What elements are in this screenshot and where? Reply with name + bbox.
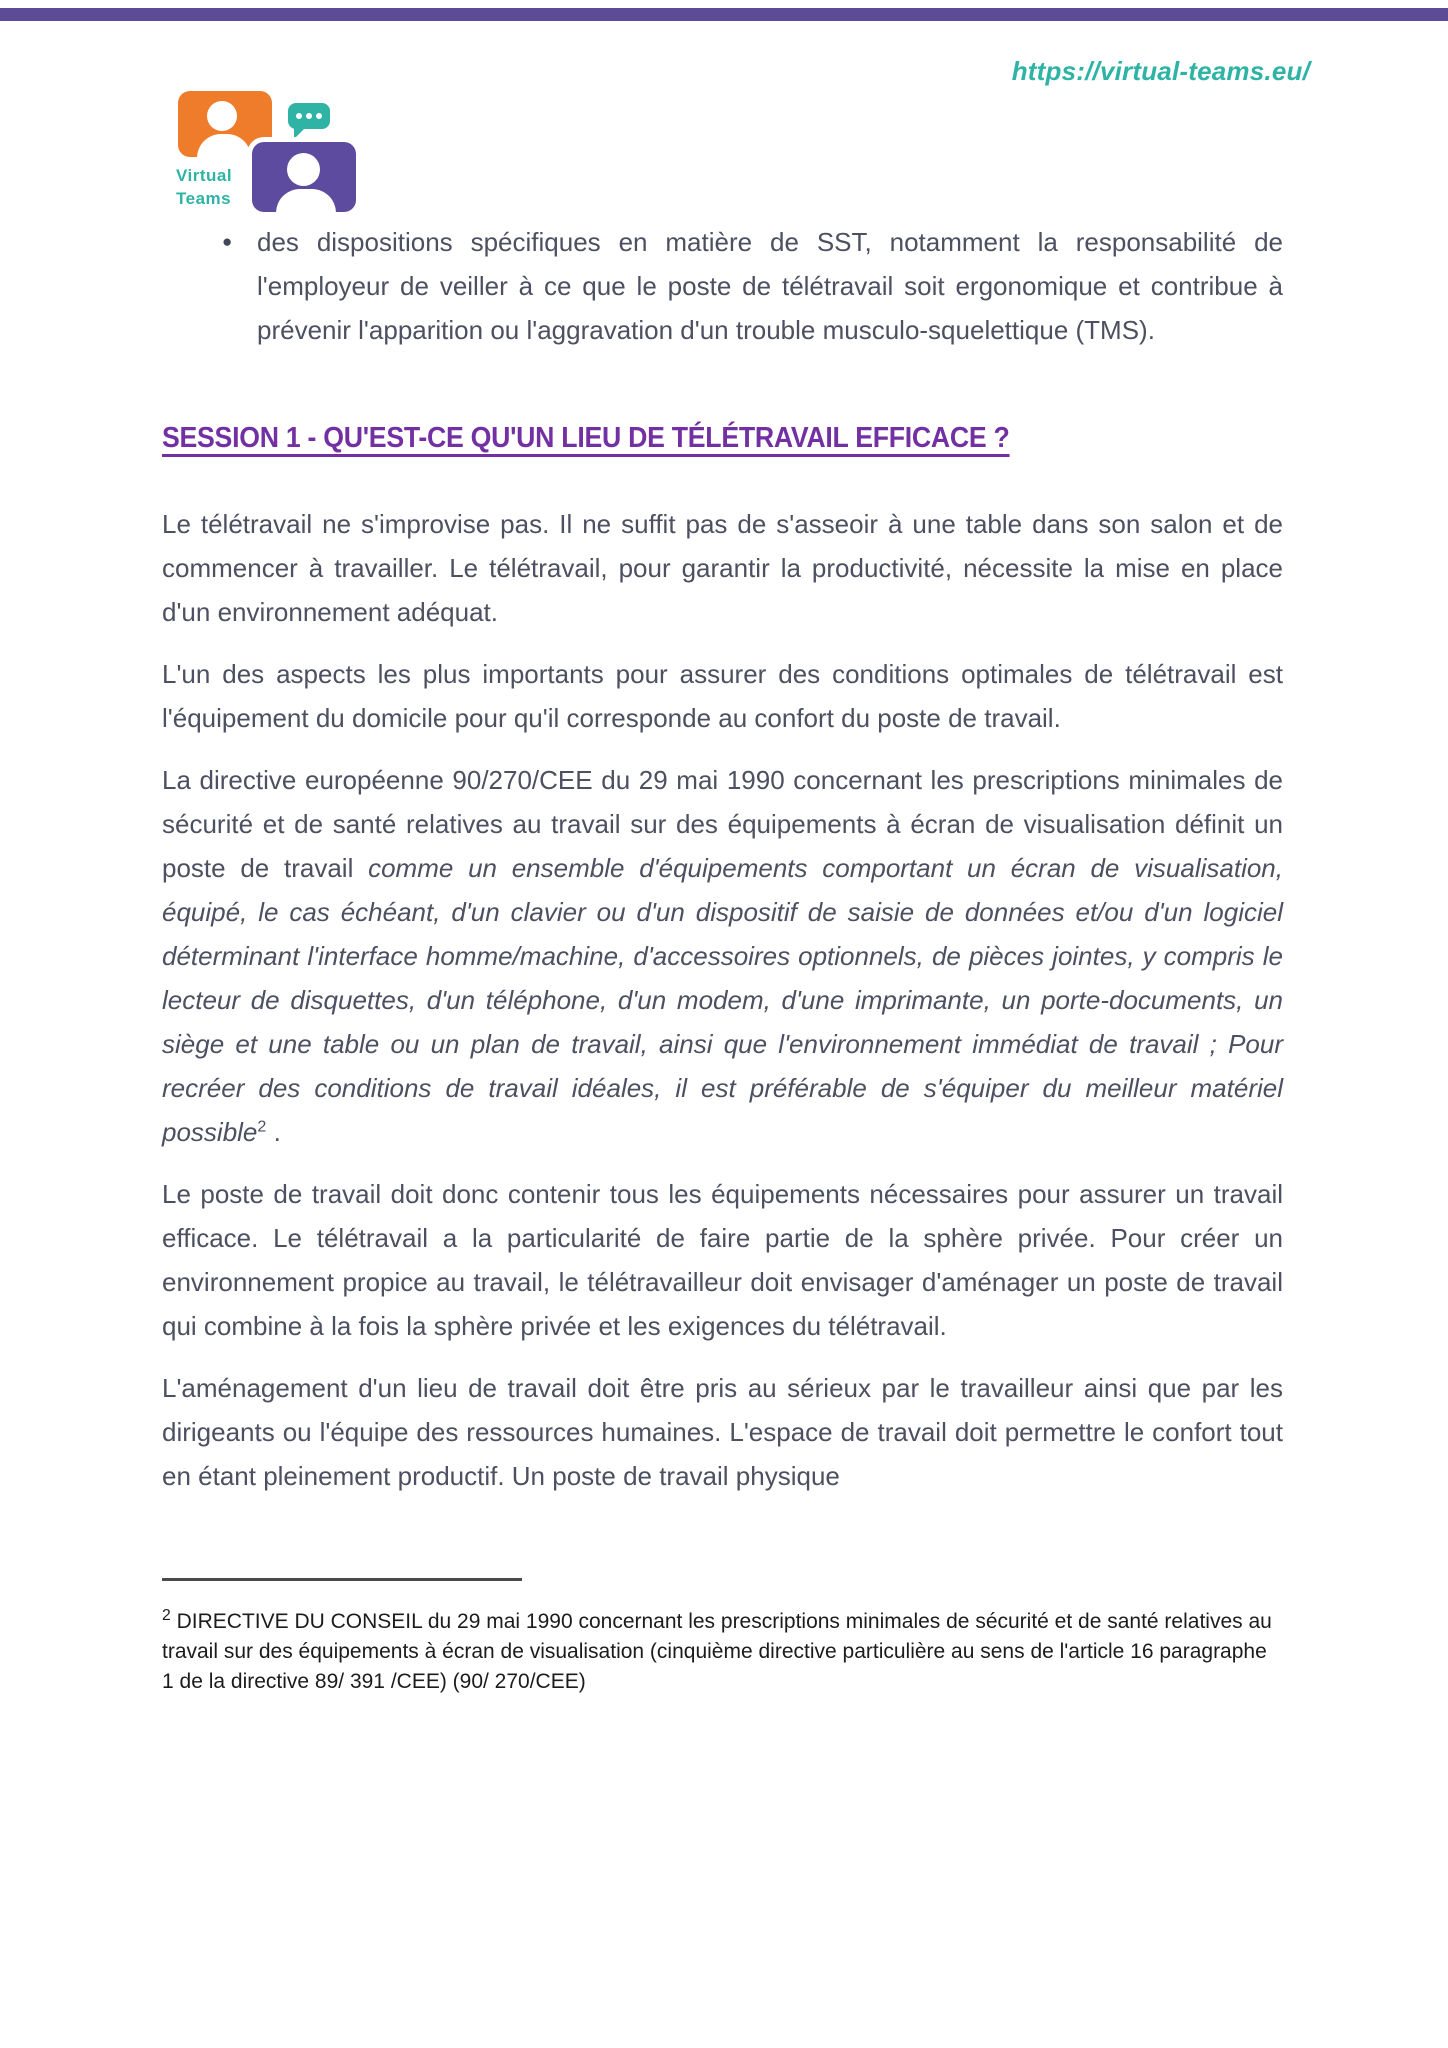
site-url-link[interactable]: https://virtual-teams.eu/ [1011,56,1310,86]
paragraph-2: L'un des aspects les plus importants pour assurer des conditions optimales de télétravail est l'équipement du domicile pour qu'il corresponde au confort du poste de travail. [162,659,1283,733]
person-head-icon [207,101,237,131]
paragraph-4: Le poste de travail doit donc contenir tous les équipements nécessaires pour assurer un travail efficace. Le télétravail a la particularité de faire partie de la sphère privée. Pour créer un environnement propice au travail, le télétravailleur doit envisager d'aménager un poste de travail qui combine à la fois la sphère privée et les exigences du télétravail. [162,1179,1283,1341]
section-heading: SESSION 1 - QU'EST-CE QU'UN LIEU DE TÉLÉTRAVAIL EFFICACE ? [162,422,1010,454]
logo-word-virtual: Virtual [176,166,233,185]
paragraph-5: L'aménagement d'un lieu de travail doit être pris au sérieux par le travailleur ainsi que par les dirigeants ou l'équipe des ressources humaines. L'espace de travail doit permettre le confort tout en étant pleinement productif. Un poste de travail physique [162,1373,1283,1491]
paragraph-3-tail: . [266,1117,281,1147]
footnote-separator-line [162,1578,522,1581]
chat-bubble-tail [294,127,306,139]
paragraph-1: Le télétravail ne s'improvise pas. Il ne suffit pas de s'asseoir à une table dans son salon et de commencer à travailler. Le télétravail, pour garantir la productivité, nécessite la mise en place d'un environnement adéquat. [162,509,1283,627]
logo-word-teams: Teams [176,189,232,208]
list-item-sst [162,220,1283,352]
person-head-icon [287,153,320,186]
logo-person-purple-icon [252,142,356,212]
chat-dots-icon [288,103,330,129]
logo-chat-bubble-icon [288,103,330,129]
person-body-icon [197,134,251,157]
paragraph-3-italic-quote: comme un ensemble d'équipements comportant un écran de visualisation, équipé, le cas échéant, d'un clavier ou d'un dispositif de saisie de données et/ou d'un logiciel déterminant l'interface homme/machine, d'accessoires optionnels, de pièces jointes, y compris le lecteur de disquettes, d'un téléphone, d'un modem, d'une imprimante, un porte-documents, un siège et une table ou un plan de travail, ainsi que l'environnement immédiat de travail ; Pour recréer des conditions de travail idéales, il est préférable de s'équiper du meilleur matériel possible [162,853,1283,1147]
bullet-icon: ● [222,232,233,251]
person-body-icon [276,189,336,212]
footnote [162,1607,1283,1697]
paragraph-3-normal: La directive européenne 90/270/CEE du 29 mai 1990 concernant les prescriptions minimales de sécurité et de santé relatives au travail sur des équipements à écran de visualisation définit un poste de travail [162,765,1283,883]
list-item-text: des dispositions spécifiques en matière de SST, notamment la responsabilité de l'employeur de veiller à ce que le poste de télétravail soit ergonomique et contribue à prévenir l'apparition ou l'aggravation d'un trouble musculo-squelettique (TMS). [257,227,1283,345]
footnote-reference-2: 2 [257,1117,267,1136]
footnote-number: 2 [162,1607,171,1624]
footnote-text: DIRECTIVE DU CONSEIL du 29 mai 1990 concernant les prescriptions minimales de sécurité et de santé relatives au travail sur des équipements à écran de visualisation (cinquième directive particulière au sens de l'article 16 paragraphe 1 de la directive 89/ 391 /CEE) (90/ 270/CEE) [162,1610,1272,1693]
paragraph-3 [162,758,1283,1154]
logo-wordmark [176,164,232,210]
